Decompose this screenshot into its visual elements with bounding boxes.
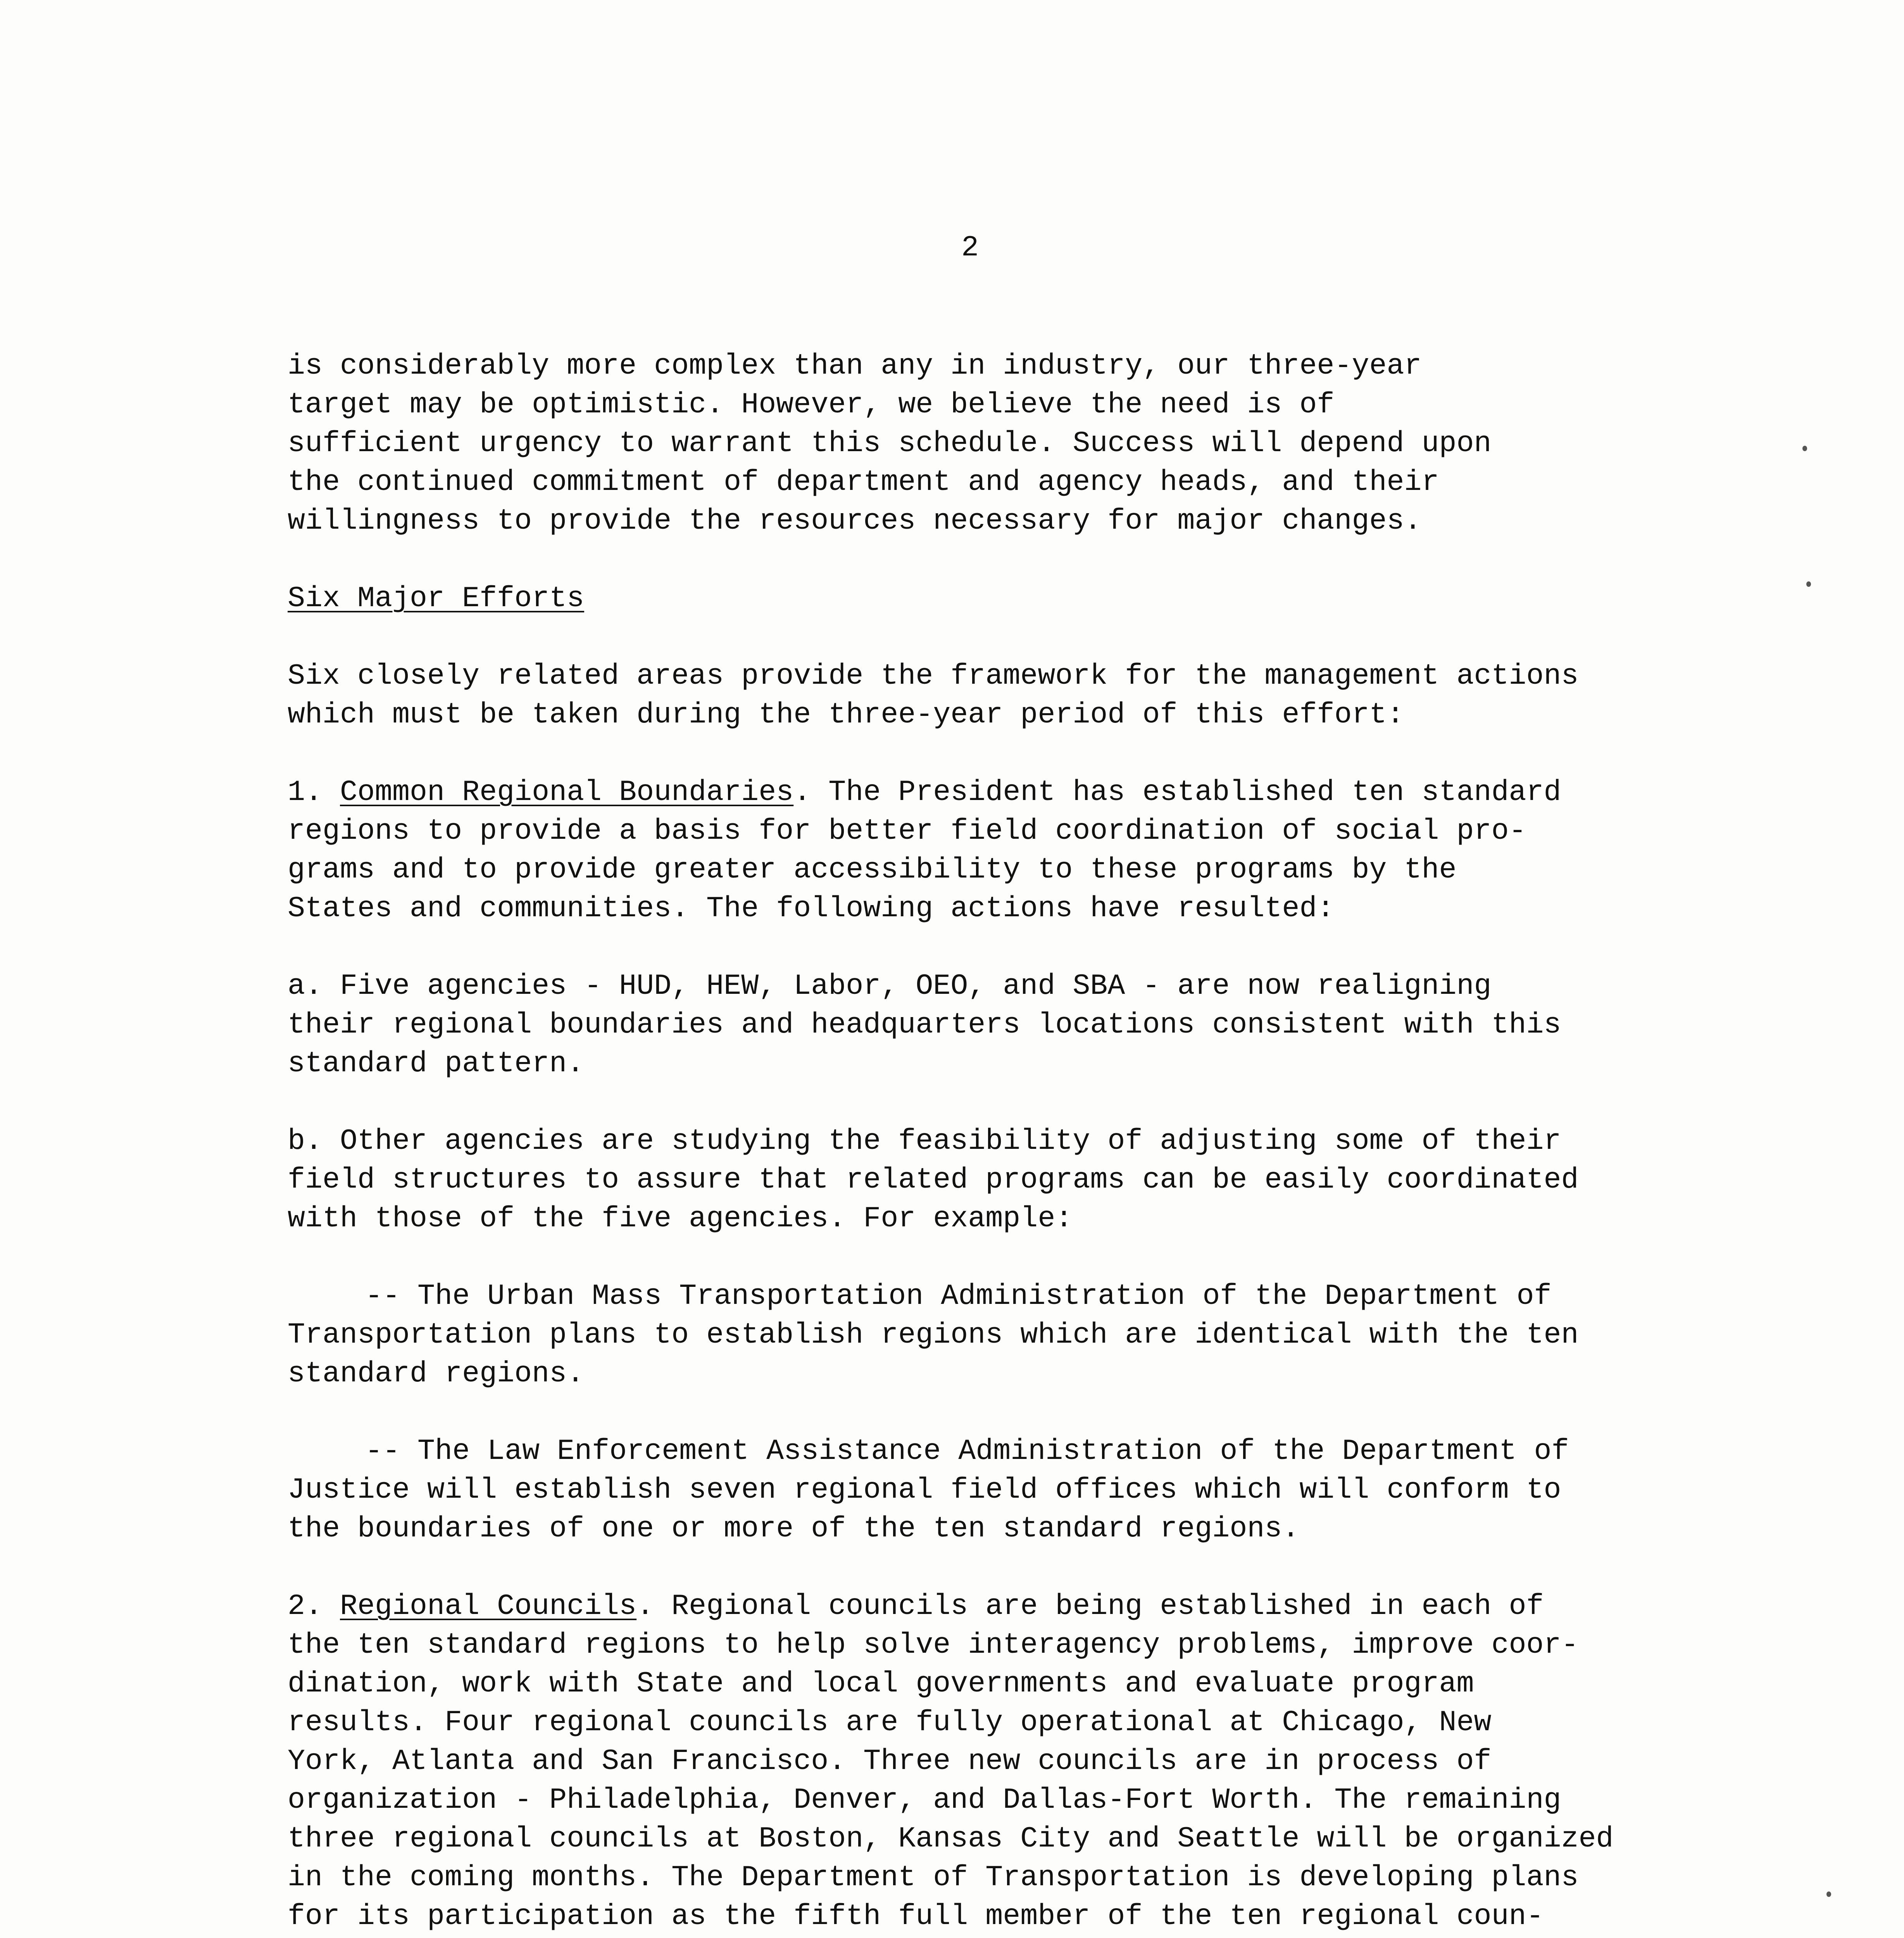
item-1-text: . The President has established ten standard regions to provide a basis for better field coordination of social pro- grams and to provide greater accessibility to these programs by the States and communities. The following actions have resulted: [288, 776, 1561, 925]
item-2-paragraph [288, 1587, 1799, 1938]
item-1-title: Common Regional Boundaries [340, 776, 794, 809]
paper-speck [1806, 581, 1811, 587]
item-1-paragraph [288, 773, 1799, 928]
intro-paragraph: is considerably more complex than any in industry, our three-year target may be optimistic. However, we believe the need is of sufficient urgency to warrant this schedule. Success will depend upon the continued commitment of department and agency heads, and their willingness to provide the resources necessary for major changes. [288, 350, 1492, 538]
item-2-number: 2. [288, 1590, 323, 1623]
document-body [288, 347, 1799, 1938]
example-law-enforcement: -- The Law Enforcement Assistance Administration of the Department of Justice will establish seven regional field offices which will conform to the boundaries of one or more of the ten standard regions. [288, 1435, 1569, 1545]
section-intro-paragraph: Six closely related areas provide the framework for the management actions which must be taken during the three-year period of this effort: [288, 660, 1579, 731]
item-2-title: Regional Councils [340, 1590, 637, 1623]
item-1a-paragraph: a. Five agencies - HUD, HEW, Labor, OEO, and SBA - are now realigning their regional boundaries and headquarters locations consistent with this standard pattern. [288, 970, 1561, 1080]
section-heading [288, 579, 1799, 618]
item-1b-paragraph: b. Other agencies are studying the feasibility of adjusting some of their field structures to assure that related programs can be easily coordinated with those of the five agencies. For example: [288, 1125, 1579, 1235]
item-2-text: . Regional councils are being established in each of the ten standard regions to help solve interagency problems, improve coor- dination, work with State and local governments and evaluate program results. Four regional councils are fully operational at Chicago, New York, Atlanta and San Francisco. Three new councils are in process of organization - Philadelphia, Denver, and Dallas-Fort Worth. The remaining three regional councils at Boston, Kansas City and Seattle will be organized in the coming months. The Department of Transportation is developing plans for its participation as the fifth full member of the ten regional coun- [288, 1590, 1614, 1933]
item-1-number: 1. [288, 776, 323, 809]
page-number: 2 [961, 231, 979, 264]
paper-speck [1802, 446, 1807, 451]
paper-speck [1826, 1891, 1831, 1897]
example-urban-mass-transportation: -- The Urban Mass Transportation Administration of the Department of Transportation plans to establish regions which are identical with the ten standard regions. [288, 1280, 1579, 1390]
section-heading-text: Six Major Efforts [288, 582, 585, 615]
